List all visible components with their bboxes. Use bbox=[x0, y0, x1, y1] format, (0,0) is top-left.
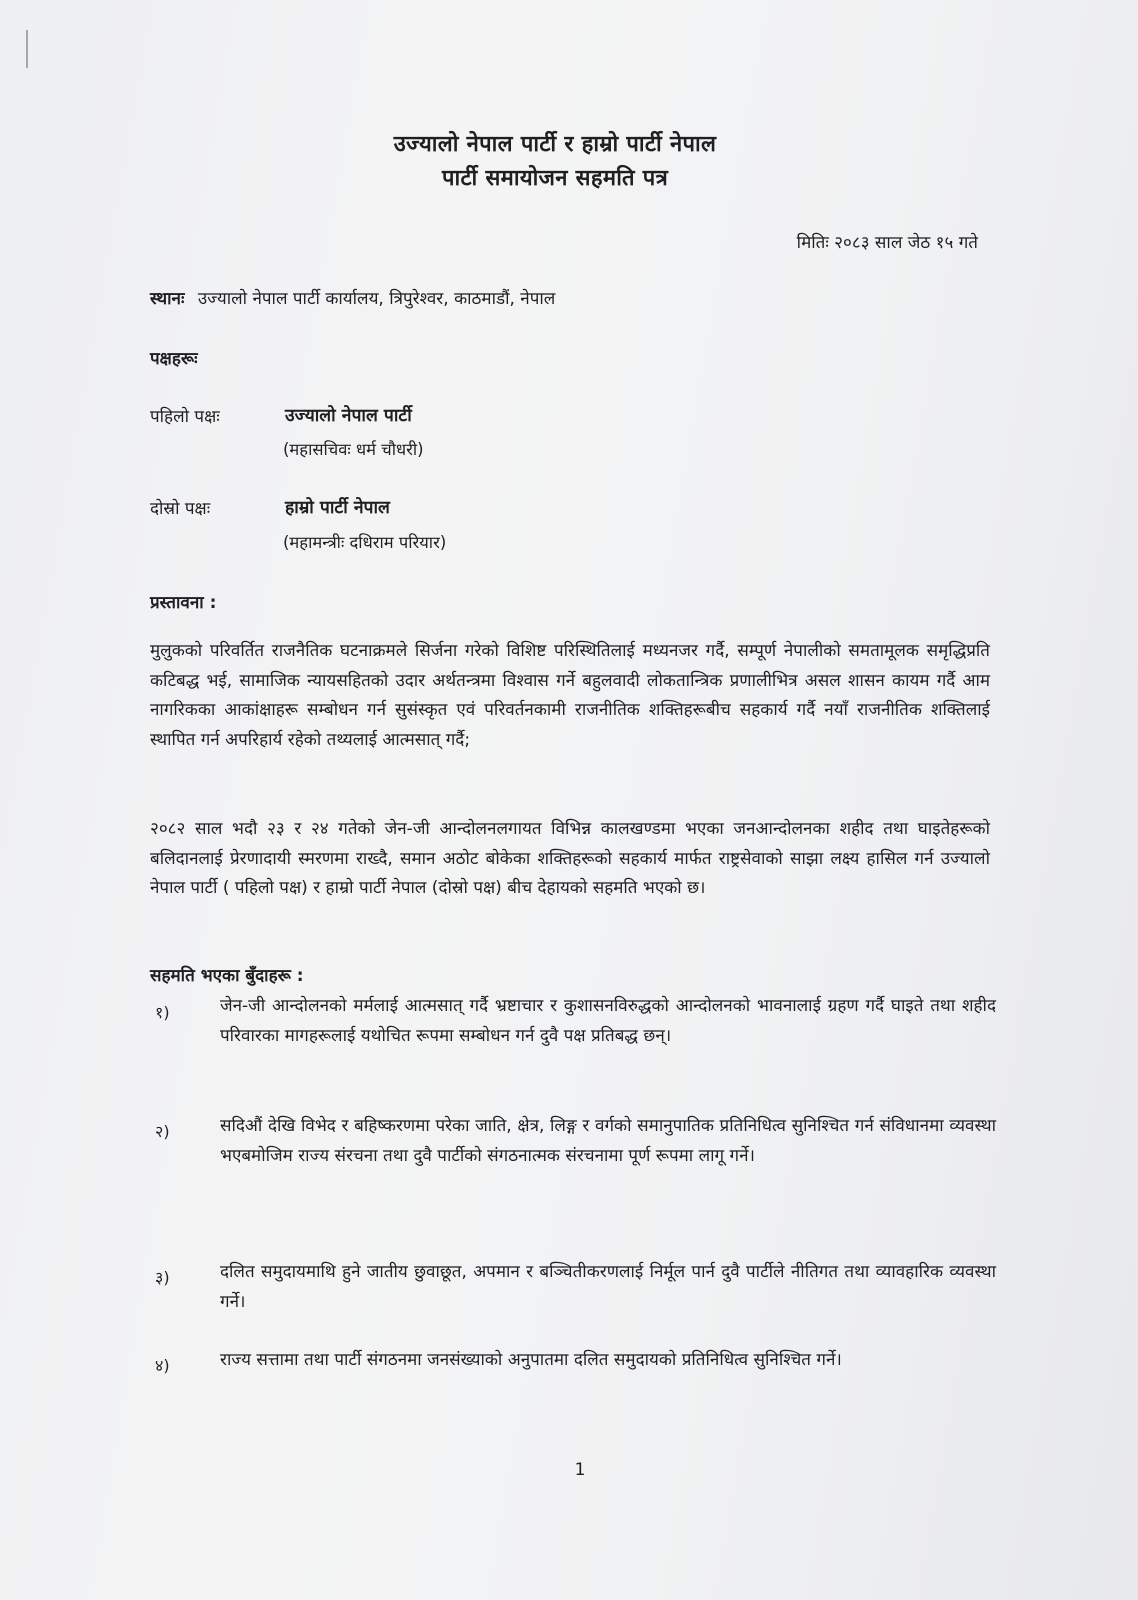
agreement-text: सदिऔं देखि विभेद र बहिष्करणमा परेका जाति, क्षेत्र, लिङ्ग र वर्गको समानुपातिक प्रतिनिधित्व सुनिश्चित गर्न संविधानमा व्यवस्था भएबमोजिम राज्य संरचना तथा दुवै पार्टीको संगठनात्मक संरचनामा पूर्ण रूपमा लागू गर्ने। bbox=[220, 1116, 996, 1166]
second-party-representative: (महामन्त्रीः दधिराम परियार) bbox=[283, 533, 447, 552]
preamble-paragraph-2: २०८२ साल भदौ २३ र २४ गतेको जेन-जी आन्दोलनलगायत विभिन्न कालखण्डमा भएका जनआन्दोलनका शहीद तथा घाइतेहरूको बलिदानलाई प्रेरणादायी स्मरणमा राख्दै, समान अठोट बोकेका शक्तिहरूको सहकार्य मार्फत राष्ट्रसेवाको साझा लक्ष्य हासिल गर्न उज्यालो नेपाल पार्टी ( पहिलो पक्ष) र हाम्रो पार्टी नेपाल (दोस्रो पक्ष) बीच देहायको सहमति भएको छ। bbox=[150, 819, 990, 898]
parties-heading: पक्षहरूः bbox=[150, 349, 198, 369]
preamble-heading: प्रस्तावना : bbox=[150, 593, 217, 613]
paper-fold-mark bbox=[26, 30, 28, 68]
location-line bbox=[150, 286, 555, 309]
agreement-text: दलित समुदायमाथि हुने जातीय छुवाछूत, अपमान र बञ्चितीकरणलाई निर्मूल पार्न दुवै पार्टीले नीतिगत तथा व्यावहारिक व्यवस्था गर्ने। bbox=[220, 1262, 996, 1312]
document-date: मितिः २०८३ साल जेठ १५ गते bbox=[796, 233, 978, 253]
first-party-representative: (महासचिवः धर्म चौधरी) bbox=[283, 440, 424, 459]
document-title-line1: उज्यालो नेपाल पार्टी र हाम्रो पार्टी नेपाल bbox=[393, 132, 717, 157]
second-party-label: दोस्रो पक्षः bbox=[150, 499, 211, 519]
first-party-label: पहिलो पक्षः bbox=[150, 407, 220, 427]
agreement-number: १) bbox=[155, 1003, 170, 1022]
agreements-heading: सहमति भएका बुँदाहरू : bbox=[150, 966, 304, 986]
location-label: स्थानः bbox=[150, 289, 185, 309]
first-party-name: उज्यालो नेपाल पार्टी bbox=[285, 406, 412, 426]
location-value: उज्यालो नेपाल पार्टी कार्यालय, त्रिपुरेश्वर, काठमाडौं, नेपाल bbox=[197, 289, 556, 309]
preamble-paragraph-1: मुलुकको परिवर्तित राजनैतिक घटनाक्रमले सिर्जना गरेको विशिष्ट परिस्थितिलाई मध्यनजर गर्दै, सम्पूर्ण नेपालीको समतामूलक समृद्धिप्रति कटिबद्ध भई, सामाजिक न्यायसहितको उदार अर्थतन्त्रमा विश्वास गर्ने बहुलवादी लोकतान्त्रिक प्रणालीभित्र असल शासन कायम गर्दै आम नागरिकका आकांक्षाहरू सम्बोधन गर्न सुसंस्कृत एवं परिवर्तनकामी राजनीतिक शक्तिहरूबीच सहकार्य गर्दै नयाँ राजनीतिक शक्तिलाई स्थापित गर्न अपरिहार्य रहेको तथ्यलाई आत्मसात् गर्दै; bbox=[150, 641, 990, 750]
agreement-number: ४) bbox=[155, 1356, 170, 1375]
second-party-name: हाम्रो पार्टी नेपाल bbox=[285, 498, 390, 518]
agreement-number: ३) bbox=[155, 1268, 170, 1287]
page-number: 1 bbox=[574, 1460, 586, 1480]
agreement-number: २) bbox=[155, 1122, 170, 1141]
agreement-text: जेन-जी आन्दोलनको मर्मलाई आत्मसात् गर्दै भ्रष्टाचार र कुशासनविरुद्धको आन्दोलनको भावनालाई ग्रहण गर्दै घाइते तथा शहीद परिवारका मागहरूलाई यथोचित रूपमा सम्बोधन गर्न दुवै पक्ष प्रतिबद्ध छन्। bbox=[220, 996, 996, 1046]
agreement-text: राज्य सत्तामा तथा पार्टी संगठनमा जनसंख्याको अनुपातमा दलित समुदायको प्रतिनिधित्व सुनिश्चित गर्ने। bbox=[220, 1350, 842, 1370]
document-title-line2: पार्टी समायोजन सहमति पत्र bbox=[441, 166, 669, 191]
